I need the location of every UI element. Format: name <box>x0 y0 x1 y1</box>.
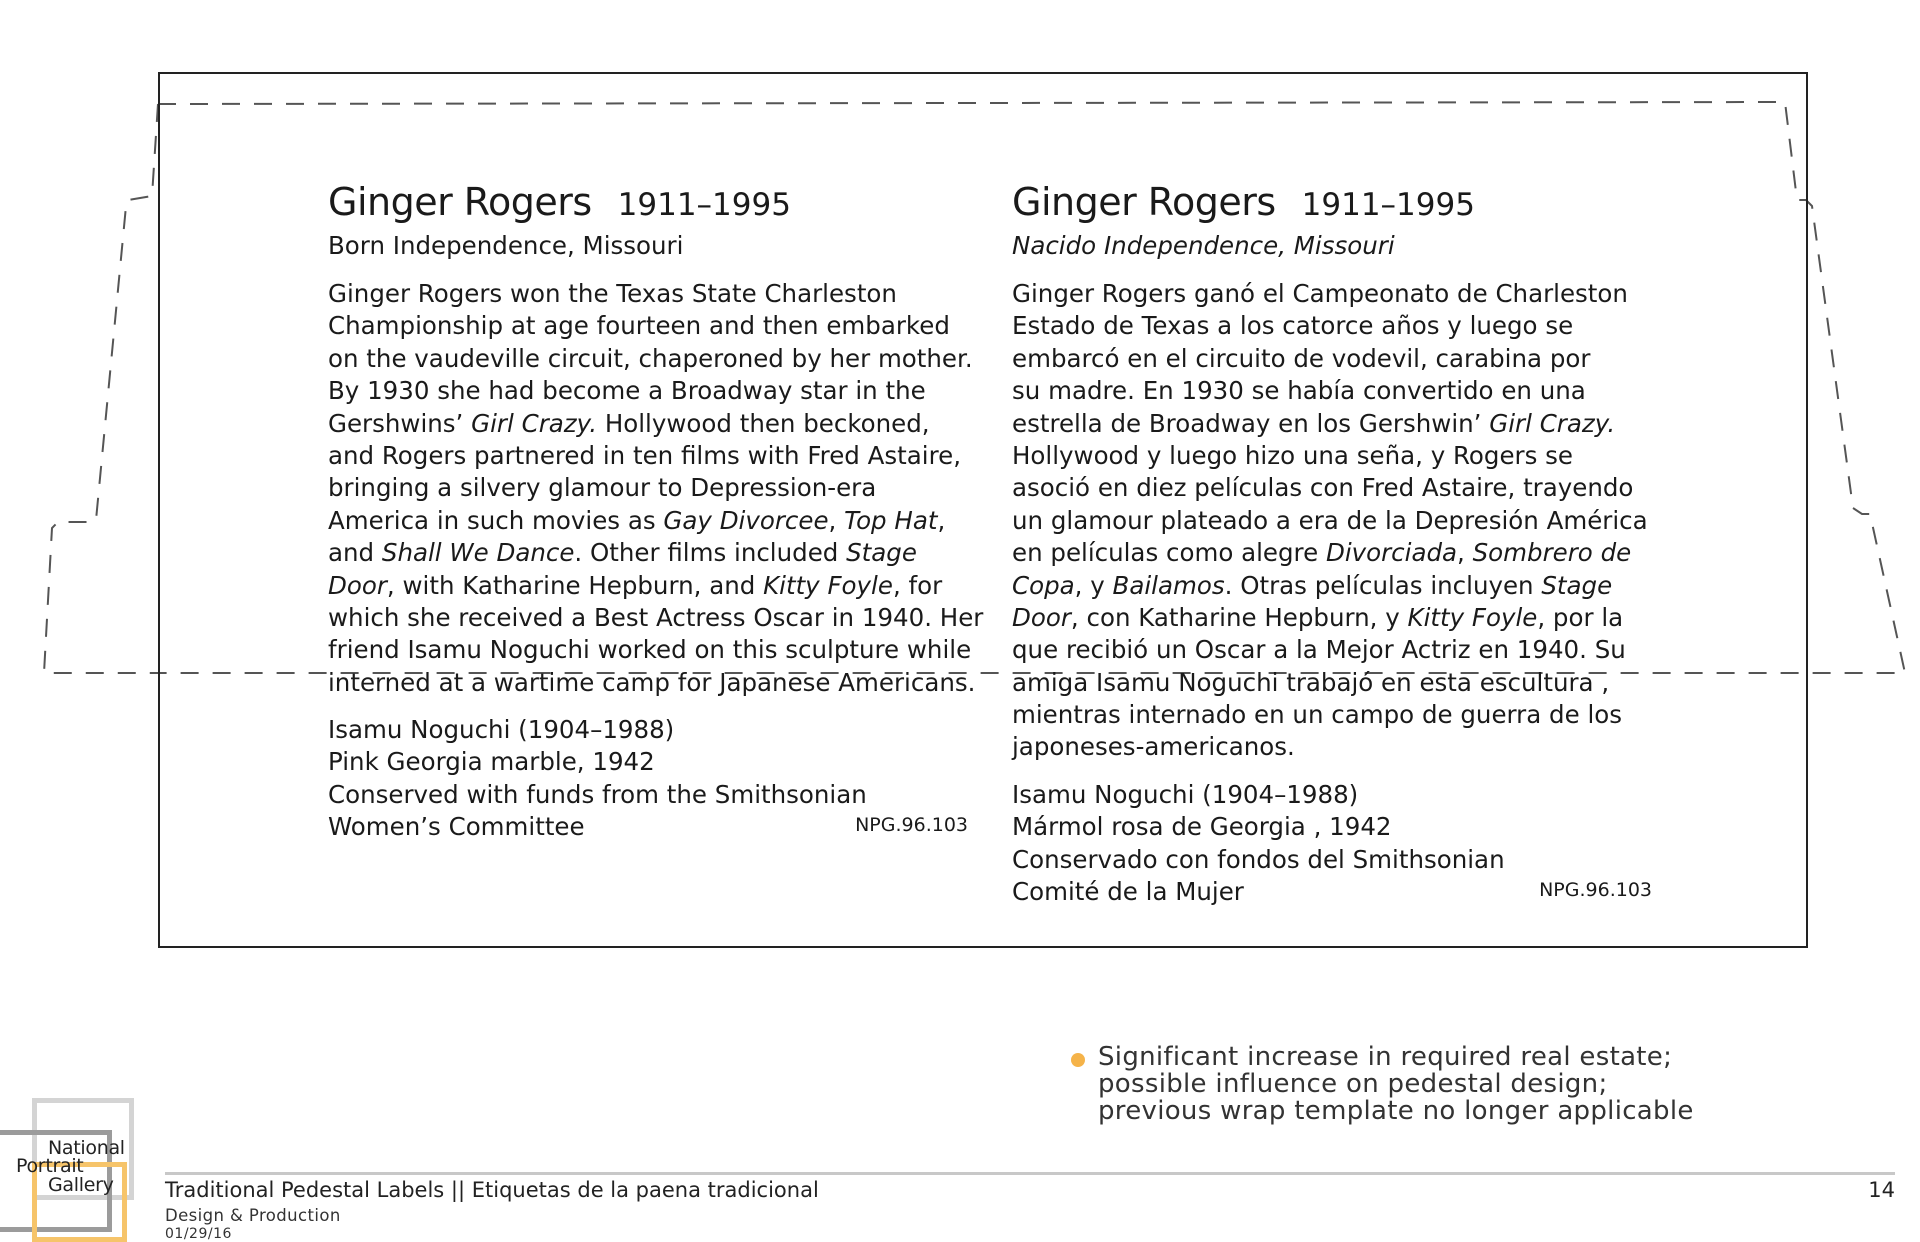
text-line: Championship at age fourteen and then embarked <box>328 311 950 341</box>
text-line: en películas como alegre Divorciada, Sombrero de <box>1012 538 1632 568</box>
text-line: bringing a silvery glamour to Depression-era <box>328 473 877 503</box>
object-credit <box>328 714 968 844</box>
sitter-name: Ginger Rogers <box>1012 180 1276 224</box>
text-line: which she received a Best Actress Oscar in 1940. Her <box>328 602 984 632</box>
text-line: interned at a wartime camp for Japanese Americans. <box>328 667 976 697</box>
text-line: Women’s Committee <box>328 812 585 842</box>
footer-subtitle: Design & Production <box>165 1206 341 1225</box>
text-line: Gershwins’ Girl Crazy. Hollywood then beckoned, <box>328 408 930 438</box>
text-line: estrella de Broadway en los Gershwin’ Girl Crazy. <box>1012 408 1616 438</box>
npg-logo <box>0 1092 150 1242</box>
text-line: embarcó en el circuito de vodevil, carabina por <box>1012 343 1591 373</box>
life-dates: 1911–1995 <box>1301 187 1475 223</box>
title-row <box>328 180 968 224</box>
text-line: asoció en diez películas con Fred Astaire, trayendo <box>1012 473 1634 503</box>
text-line: Pink Georgia marble, 1942 <box>328 747 655 777</box>
note-lines <box>1098 1044 1694 1125</box>
text-line: su madre. En 1930 se había convertido en una <box>1012 376 1586 406</box>
text-line: Conserved with funds from the Smithsonian <box>328 779 867 809</box>
text-line: and Shall We Dance. Other films included Stage <box>328 538 917 568</box>
text-line: Isamu Noguchi (1904–1988) <box>328 715 675 745</box>
text-line: un glamour plateado a era de la Depresión América <box>1012 505 1648 535</box>
design-note <box>1068 1044 1694 1125</box>
text-line: America in such movies as Gay Divorcee, Top Hat, <box>328 505 946 535</box>
biography-text <box>328 278 984 699</box>
label-spanish <box>1012 180 1652 908</box>
logo-text-gallery: Gallery <box>48 1174 114 1196</box>
birthplace: Born Independence, Missouri <box>328 231 684 260</box>
text-line: Significant increase in required real estate; <box>1098 1042 1673 1072</box>
birthplace: Nacido Independence, Missouri <box>1012 231 1395 260</box>
label-english <box>328 180 984 844</box>
sitter-name: Ginger Rogers <box>328 180 592 224</box>
text-line: Hollywood y luego hizo una seña, y Rogers se <box>1012 440 1573 470</box>
life-dates: 1911–1995 <box>617 187 791 223</box>
text-line: and Rogers partnered in ten films with Fred Astaire, <box>328 440 961 470</box>
object-credit <box>1012 779 1652 909</box>
footer-divider <box>165 1172 1895 1175</box>
text-line: Door, con Katharine Hepburn, y Kitty Foyle, por la <box>1012 602 1624 632</box>
text-line: Conservado con fondos del Smithsonian <box>1012 844 1505 874</box>
footer-title: Traditional Pedestal Labels || Etiquetas de la paena tradicional <box>165 1178 819 1202</box>
text-line: que recibió un Oscar a la Mejor Actriz en 1940. Su <box>1012 635 1626 665</box>
text-line: previous wrap template no longer applicable <box>1098 1096 1694 1126</box>
text-line: Copa, y Bailamos. Otras películas incluyen Stage <box>1012 570 1613 600</box>
footer-date: 01/29/16 <box>165 1226 232 1242</box>
text-line: japoneses-americanos. <box>1012 732 1295 762</box>
text-line: By 1930 she had become a Broadway star in the <box>328 376 926 406</box>
text-line: Mármol rosa de Georgia , 1942 <box>1012 812 1392 842</box>
text-line: amiga Isamu Noguchi trabajó en esta escultura , <box>1012 667 1610 697</box>
title-row <box>1012 180 1642 224</box>
logo-text-portrait: Portrait <box>16 1155 84 1177</box>
page-number: 14 <box>1868 1178 1895 1202</box>
text-line: Door, with Katharine Hepburn, and Kitty Foyle, for <box>328 570 943 600</box>
logo-text-national: National <box>48 1137 125 1159</box>
text-line: Ginger Rogers won the Texas State Charleston <box>328 279 897 308</box>
text-line: possible influence on pedestal design; <box>1098 1069 1608 1099</box>
text-line: mientras internado en un campo de guerra de los <box>1012 700 1623 730</box>
text-line: Estado de Texas a los catorce años y luego se <box>1012 311 1574 341</box>
biography-text <box>1012 278 1648 764</box>
text-line: friend Isamu Noguchi worked on this sculpture while <box>328 635 972 665</box>
text-line: Comité de la Mujer <box>1012 877 1244 907</box>
text-line: Ginger Rogers ganó el Campeonato de Charleston <box>1012 279 1628 308</box>
accession-number: NPG.96.103 <box>855 814 968 837</box>
text-line: on the vaudeville circuit, chaperoned by her mother. <box>328 343 973 373</box>
accession-number: NPG.96.103 <box>1539 879 1652 902</box>
text-line: Isamu Noguchi (1904–1988) <box>1012 779 1359 809</box>
